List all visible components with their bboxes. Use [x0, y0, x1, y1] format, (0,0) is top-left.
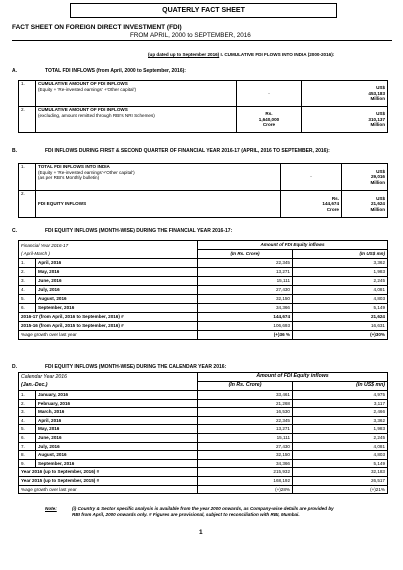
row-usd-value: US$ 453,183 Million: [302, 81, 388, 107]
row-description: TOTAL FDI INFLOWS INTO INDIA (Equity + 'Re-invested earnings'+'Other capital') (as per RBI's Monthly bulletin): [36, 164, 281, 191]
table-row: 3. March, 2016 16,530 2,466: [19, 408, 388, 417]
section-b-label: B.: [12, 148, 17, 154]
row-number: 1.: [19, 164, 36, 191]
table-row: 3. June, 2016 15,111 2,245: [19, 277, 388, 286]
section-c-title: FDI EQUITY INFLOWS (MONTH-WISE) DURING THE FINANCIAL YEAR 2016-17:: [45, 228, 233, 234]
table-row: 8. August, 2016 32,150 4,803: [19, 451, 388, 460]
table-row: 7. July, 2016 27,430 4,081: [19, 442, 388, 451]
col-usd-header: (In US$ mn): [293, 382, 388, 391]
table-row: 9. September, 2016 34,366 5,149: [19, 459, 388, 468]
section-c-rows: [19, 259, 388, 340]
amount-header: Amount of FDI Equity inflows: [198, 241, 388, 250]
section-d-title: FDI EQUITY INFLOWS (MONTH-WISE) DURING THE CALENDAR YEAR 2016:: [45, 364, 227, 370]
row-rupee-value: Rs. 1,640,000 Crore: [237, 107, 302, 133]
section-d-label: D.: [12, 364, 17, 370]
row-usd-value: US$ 310,137 Million: [302, 107, 388, 133]
row-usd-value: US$ 21,624 Million: [342, 191, 388, 218]
financial-year-label: Financial Year 2016-17: [19, 241, 198, 250]
col-rs-header: (In Rs. Crore): [198, 382, 293, 391]
growth-row: %age growth over last year (+)36 % (+)30%: [19, 331, 388, 340]
table-row: 5. August, 2016 32,150 4,803: [19, 295, 388, 304]
note-label: Note:: [45, 506, 57, 511]
table-row: [19, 107, 388, 133]
row-description: CUMULATIVE AMOUNT OF FDI INFLOWS (Equity + 'Re-invested earnings' +'Other capital'): [36, 81, 237, 107]
row-number: 2.: [19, 191, 36, 218]
total-row: 2016-17 (from April, 2016 to September, 2016) # 144,674 21,624: [19, 313, 388, 322]
section-d-table: [18, 372, 388, 494]
row-description: FDI EQUITY INFLOWS: [36, 191, 281, 218]
table-row: [19, 81, 388, 107]
section-a-table: [18, 80, 388, 133]
subtitle: FROM APRIL, 2000 to SEPTEMBER, 2016: [130, 32, 251, 39]
update-line: (up dated up to September 2016) I. CUMULATIVE FDI FLOWS INTO INDIA (2000-2016):: [148, 52, 335, 57]
table-header-row: [19, 382, 388, 391]
section-a-label: A.: [12, 68, 17, 74]
table-row: 5. May, 2016 13,271 1,983: [19, 425, 388, 434]
table-row: 2. February, 2016 21,268 3,117: [19, 399, 388, 408]
main-title: FACT SHEET ON FOREIGN DIRECT INVESTMENT (FDI): [12, 24, 182, 31]
section-c-table: [18, 240, 388, 340]
table-row: 1. January, 2016 33,461 4,975: [19, 391, 388, 400]
calendar-year-range: (Jan.-Dec.): [19, 382, 198, 391]
header-rule: [12, 40, 392, 41]
row-rupee-value: Rs. 144,674 Crore: [281, 191, 342, 218]
table-row: 6. September, 2016 34,366 5,149: [19, 304, 388, 313]
total-row: Year 2015 (up to September, 2015) # 168,192 26,517: [19, 476, 388, 485]
total-row: Year 2016 (up to September, 2016) # 215,932 32,183: [19, 468, 388, 477]
row-number: 2.: [19, 107, 36, 133]
section-a-title: TOTAL FDI INFLOWS (from April, 2000 to September, 2016):: [45, 68, 186, 74]
row-rupee-value: -: [237, 81, 302, 107]
amount-header: Amount of FDI Equity inflows: [198, 373, 388, 382]
note-text: (i) Country & Sector specific analysis is available from the year 2000 onwards, as Company-wise details are provided by RBI from April, 2000 onwards only. # Figures are provisional, subject to reconciliation with RBI, Mumbai.: [72, 506, 334, 518]
page-number: 1: [199, 529, 203, 536]
table-row: 2. May, 2016 13,271 1,983: [19, 268, 388, 277]
section-b-title: FDI INFLOWS DURING FIRST & SECOND QUARTER OF FINANCIAL YEAR 2016-17 (APRIL, 2016 TO SEPTEMBER, 2016):: [45, 148, 330, 154]
financial-year-range: ( April-March ): [19, 250, 198, 259]
row-description: CUMULATIVE AMOUNT OF FDI INFLOWS (excluding, amount remitted through RBI's NRI Schemes): [36, 107, 237, 133]
section-c-label: C.: [12, 228, 17, 234]
calendar-year-label: Calendar Year 2016: [19, 373, 198, 382]
fact-sheet-title-box: QUATERLY FACT SHEET: [70, 3, 337, 18]
table-row: [19, 164, 388, 191]
total-row: 2015-16 (from April, 2015 to September, 2016) # 106,693 16,631: [19, 322, 388, 331]
growth-row: %age growth over last year (+)28% (+)21%: [19, 485, 388, 494]
table-row: 4. April, 2016 22,345 3,362: [19, 416, 388, 425]
table-header-row: [19, 241, 388, 250]
row-rupee-value: -: [281, 164, 342, 191]
table-row: 4. July, 2016 27,430 4,081: [19, 286, 388, 295]
table-header-row: [19, 373, 388, 382]
row-number: 1.: [19, 81, 36, 107]
col-rs-header: (In Rs. Crore): [198, 250, 293, 259]
table-header-row: [19, 250, 388, 259]
table-row: [19, 191, 388, 218]
section-d-rows: [19, 391, 388, 494]
row-usd-value: US$ 29,016 Million: [342, 164, 388, 191]
table-row: 6. June, 2016 15,111 2,245: [19, 433, 388, 442]
table-row: 1. April, 2016 22,345 3,362: [19, 259, 388, 268]
col-usd-header: (In US$ mn): [293, 250, 388, 259]
section-b-table: [18, 163, 388, 218]
